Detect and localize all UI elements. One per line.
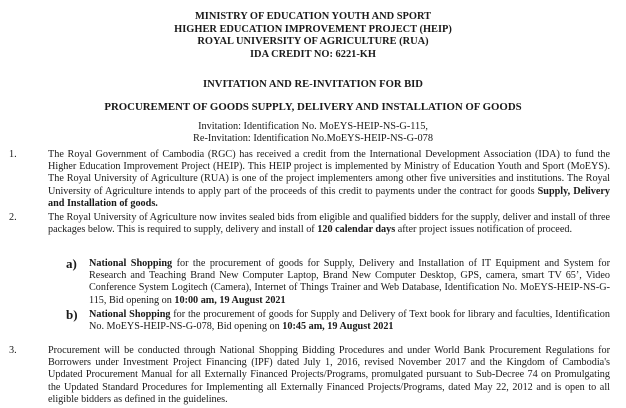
paragraph-2-text-before: The Royal University of Agriculture now invites sealed bids from eligible and qualified bidders for the supply, deliver and install of three packages below. This is required to supply, delivery and install of — [48, 212, 610, 236]
item-b-text: for the procurement of goods for Supply and Delivery of Text book for library and faculties, Identification No. MoEYS-HEIP-NS-G-078, Bid opening on — [89, 309, 610, 333]
reinvitation-id: Re-Invitation: Identification No.MoEYS-HEIP-NS-G-078 — [193, 133, 433, 145]
item-b-letter: b) — [66, 307, 78, 322]
item-a-date: 10:00 am, 19 August 2021 — [174, 294, 286, 306]
paragraph-2-text-after: after project issues notification of proceed. — [395, 224, 572, 236]
procurement-title: PROCUREMENT OF GOODS SUPPLY, DELIVERY AND INSTALLATION OF GOODS — [104, 101, 522, 113]
item-a — [89, 258, 610, 307]
item-a-lead: National Shopping — [89, 258, 173, 269]
paragraph-2 — [48, 212, 610, 236]
item-b-lead: National Shopping — [89, 309, 171, 320]
project-name: HIGHER EDUCATION IMPROVEMENT PROJECT (HEIP) — [174, 23, 452, 35]
letterhead — [0, 11, 626, 61]
invitation-id: Invitation: Identification No. MoEYS-HEIP-NS-G-115, — [198, 121, 428, 132]
invitation-title: INVITATION AND RE-INVITATION FOR BID — [203, 79, 423, 90]
paragraph-3-number: 3. — [9, 345, 17, 356]
credit-number: IDA CREDIT NO: 6221-KH — [250, 48, 376, 60]
university-name: ROYAL UNIVERSITY OF AGRICULTURE (RUA) — [197, 36, 429, 48]
paragraph-1-text: The Royal Government of Cambodia (RGC) has received a credit from the International Development Association (IDA) to fund the Higher Education Improvement Project (HEIP). This HEIP project is implemented by Ministry of Education Youth and Sport (MoEYS). The Royal University of Agriculture (RUA) is one of the project implementers among other five universities and institutions. The Royal University of Agriculture intends to apply part of the proceeds of this credit to payments under the contract for goods — [48, 149, 610, 197]
item-a-text: for the procurement of goods for Supply, Delivery and Installation of IT Equipment and System for Research and Teaching Brand New Computer Laptop, Brand New Computer Desktop, GPS, camera, smart TV 65’, Video Conference System Logitech (Camera), Internet of Things Trainer and Web Database, Identification No. MoEYS-HEIP-NS-G-115, Bid opening on — [89, 258, 610, 306]
paragraph-1-number: 1. — [9, 149, 17, 160]
identification-block — [0, 121, 626, 146]
paragraph-2-bold: 120 calendar days — [317, 224, 396, 236]
paragraph-3: Procurement will be conducted through National Shopping Bidding Procedures and under World Bank Procurement Regulations for Borrowers under Investment Project Financing (IPF) dated July 1, 2016, revised November 2017 and the Kingdom of Cambodia's Updated Procurement Manual for all Externally Financed Projects/Programs, promulgated pursuant to Sub-Decree 74 on Promulgating the Updated Standard Procedures for Implementing all Externally Financed Projects/Programs, dated May 22, 2012 and is open to all eligible bidders as defined in the guidelines. — [48, 345, 610, 405]
item-a-letter: a) — [66, 256, 77, 271]
paragraph-1 — [48, 149, 610, 210]
item-b — [89, 309, 610, 333]
item-b-date: 10:45 am, 19 August 2021 — [282, 321, 394, 333]
ministry-name: MINISTRY OF EDUCATION YOUTH AND SPORT — [194, 11, 432, 22]
paragraph-2-number: 2. — [9, 212, 17, 223]
paragraph-1-bold: Supply, Delivery and Installation of goods. — [48, 185, 610, 209]
